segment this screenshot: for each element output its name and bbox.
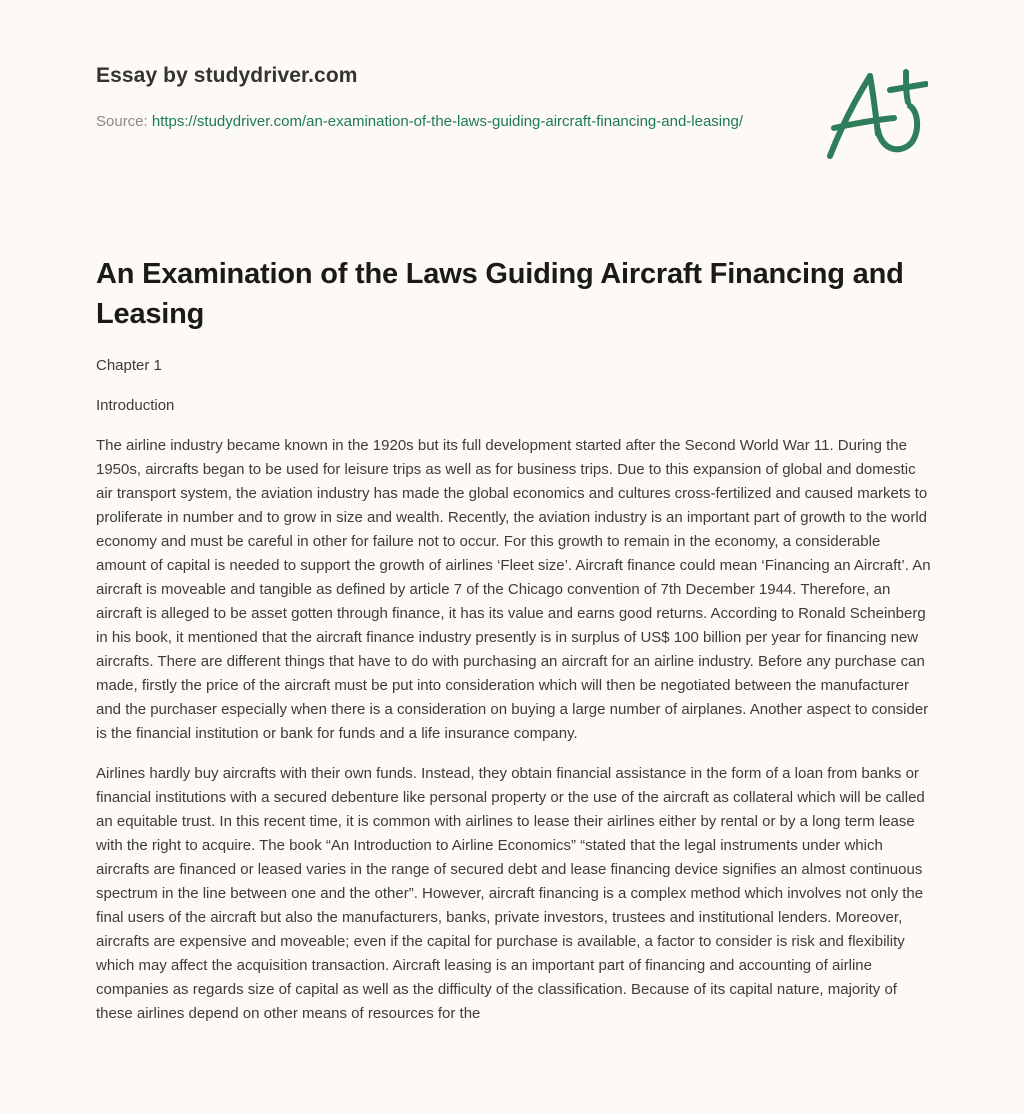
- paragraph: Airlines hardly buy aircrafts with their own funds. Instead, they obtain financial assistance in the form of a loan from banks or financial institutions with a secured debenture like personal property or the use of the aircraft as collateral which will be called an equitable trust. In this recent time, it is common with airlines to lease their airlines either by rental or by a long term lease with the right to acquire. The book “An Introduction to Airline Economics” “stated that the legal instruments under which aircrafts are financed or leased varies in the range of secured debt and lease financing device signifies an almost continuous spectrum in the line between one and the other”. However, aircraft financing is a complex method which involves not only the final users of the aircraft but also the manufacturers, banks, private investors, trustees and institutional lenders. Moreover, aircrafts are expensive and moveable; even if the capital for purchase is available, a factor to consider is risk and flexibility which may affect the acquisition transaction. Aircraft leasing is an important part of financing and accounting of airline companies as regards size of capital as well as the difficulty of the classification. Because of its capital nature, majority of these airlines depend on other means of resources for the: [96, 765, 925, 1022]
- chapter-label: Chapter 1: [96, 357, 162, 374]
- paragraph: The airline industry became known in the 1920s but its full development started after the Second World War 11. During the 1950s, aircrafts began to be used for leisure trips as well as for business trips. Due to this expansion of global and domestic air transport system, the aviation industry has made the global economics and cultures cross-fertilized and caused markets to proliferate in number and to grow in size and wealth. Recently, the aviation industry is an important part of growth to the world economy and must be careful in other for failure not to occur. For this growth to remain in the economy, a considerable amount of capital is needed to support the growth of airlines ‘Fleet size’. Aircraft finance could mean ‘Financing an Aircraft’. An aircraft is moveable and tangible as defined by article 7 of the Chicago convention of 7th December 1944. Therefore, an aircraft is alleged to be asset gotten through finance, it has its value and earns good returns. According to Ronald Scheinberg in his book, it mentioned that the aircraft finance industry presently is in surplus of US$ 100 billion per year for financing new aircrafts. There are different things that have to do with purchasing an aircraft for an airline industry. Before any purchase can made, firstly the price of the aircraft must be put into consideration which will then be negotiated between the manufacturer and the purchaser especially when there is a consideration on buying a large number of airplanes. Another aspect to consider is the financial institution or bank for funds and a life insurance company.: [96, 437, 931, 742]
- a-plus-grade-icon: [824, 68, 928, 164]
- source-link[interactable]: https://studydriver.com/an-examination-of-the-laws-guiding-aircraft-financing-and-leasing/: [151, 113, 743, 130]
- source-label: Source:: [96, 113, 152, 130]
- essay-title: An Examination of the Laws Guiding Aircraft Financing and Leasing: [96, 258, 904, 330]
- section-heading: Introduction: [96, 397, 175, 414]
- page-header: [96, 0, 932, 240]
- source-line: [96, 110, 756, 134]
- essay-page: [96, 0, 932, 1022]
- essay-body: [96, 354, 934, 1042]
- site-title: Essay by studydriver.com: [96, 64, 358, 87]
